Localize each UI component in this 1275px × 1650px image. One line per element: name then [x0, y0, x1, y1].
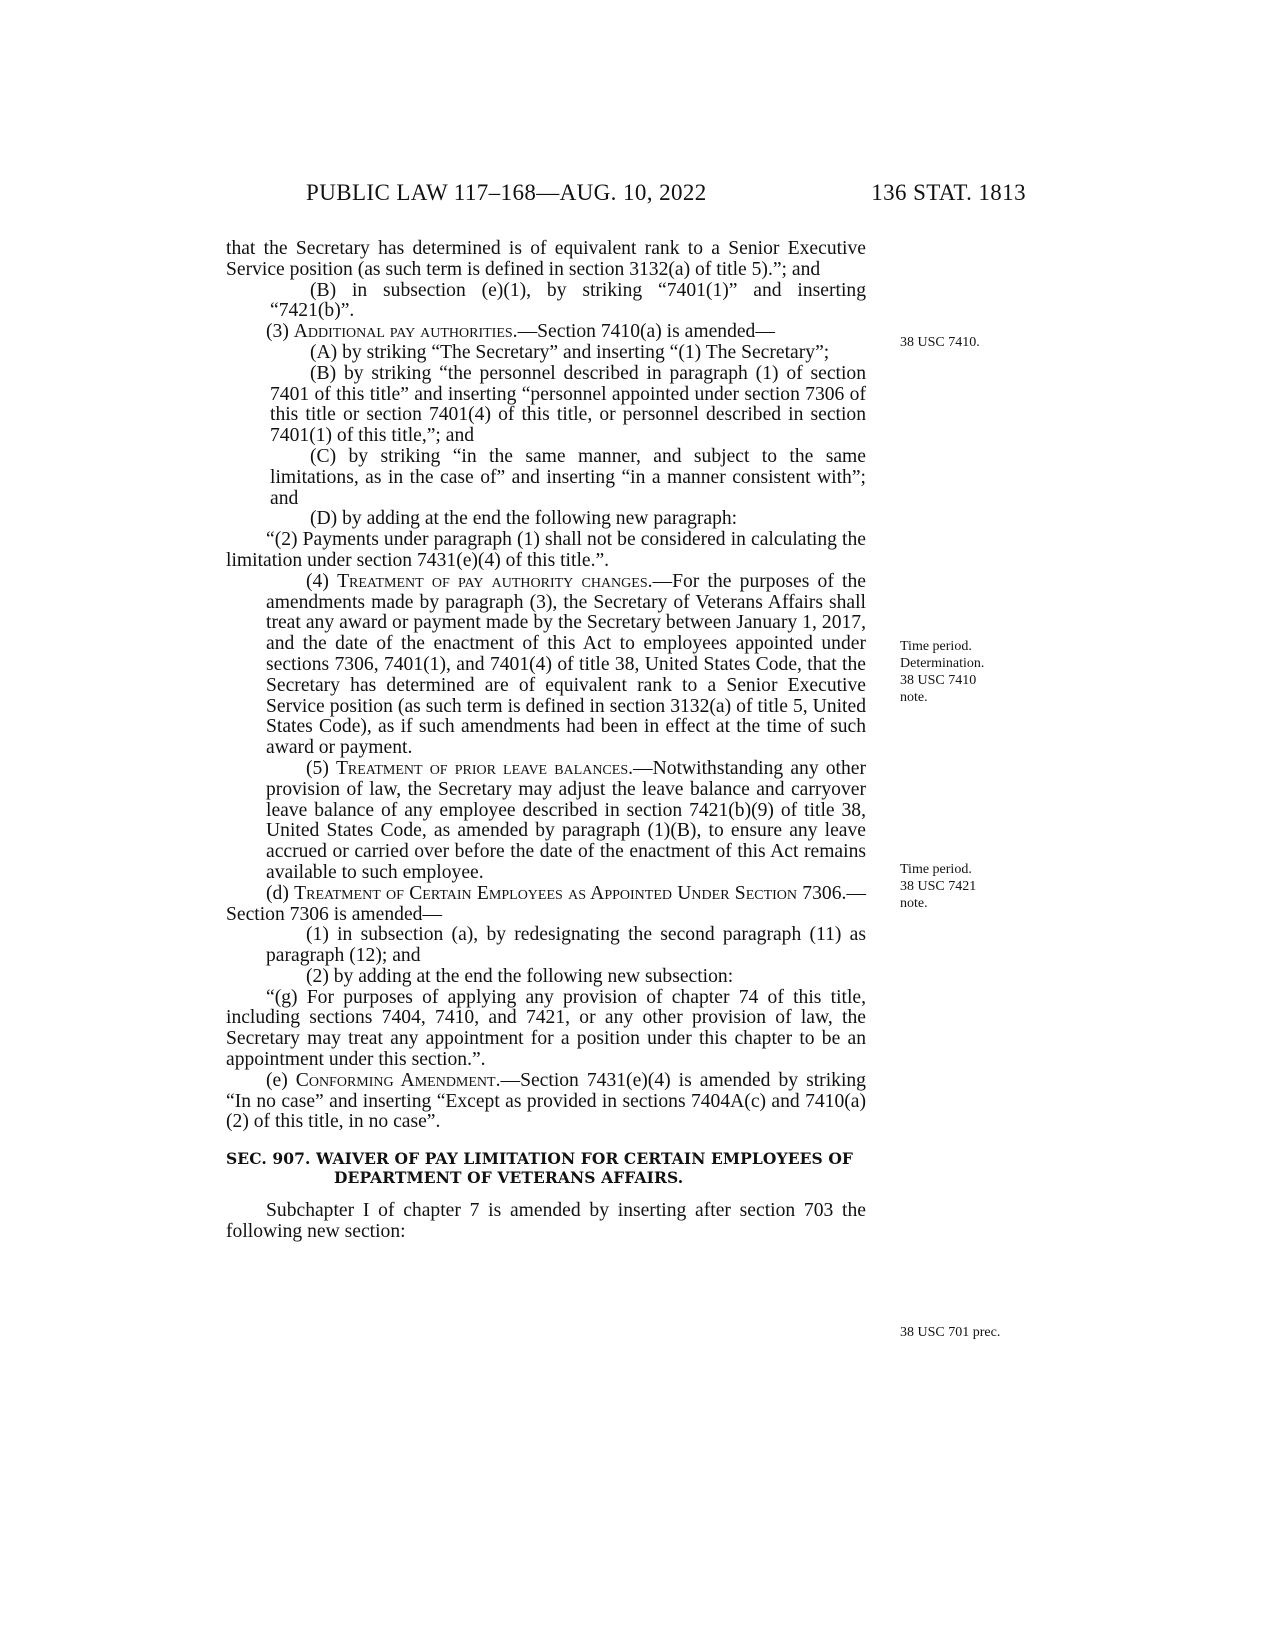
quoted-paragraph-2: “(2) Payments under paragraph (1) shall not be considered in calculating the limitation under section 7431(e)(4) of this title.”.: [226, 529, 866, 571]
paragraph-4-text: .—For the purposes of the amendments made by paragraph (3), the Secretary of Veterans Affairs shall treat any award or payment made by the Secretary between January 1, 2017, and the date of the enactment of this Act to employees appointed under sections 7306, 7401(1), and 7401(4) of title 38, United States Code, that the Secretary has determined are of equivalent rank to a Senior Executive Service position (as such term is defined in section 3132(a) of title 5, United States Code), as if such amendments had been in effect at the time of such award or payment.: [266, 570, 866, 759]
subsection-e-heading: Conforming Amendment: [295, 1069, 496, 1091]
margin-note-38-usc-7410: 38 USC 7410.: [900, 335, 980, 350]
paragraph-4: [226, 572, 866, 759]
paragraph-5-heading: Treatment of prior leave balances: [335, 757, 629, 779]
margin-note-time-period-7421: [900, 861, 976, 912]
paragraph-5: [226, 759, 866, 884]
document-body: [226, 239, 866, 1243]
paragraph-5-number: (5): [306, 757, 336, 779]
section-907-heading: [226, 1149, 866, 1187]
paragraph-5-text: .—Notwithstanding any other provision of law, the Secretary may adjust the leave balance and carryover leave balance of any employee described in section 7421(b)(9) of title 38, United States Code, as amended by paragraph (1)(B), to ensure any leave accrued or carried over before the date of the enactment of this Act remains available to such employee.: [266, 757, 866, 883]
paragraph-4-heading: Treatment of pay authority changes: [337, 570, 648, 592]
margin-note-line: Determination.: [900, 656, 985, 671]
quoted-subsection-g: “(g) For purposes of applying any provision of chapter 74 of this title, including sections 7404, 7410, and 7421, or any other provision of law, the Secretary may treat any appointment for a position under this chapter to be an appointment under this section.”.: [226, 986, 866, 1071]
paragraph-3: [226, 322, 866, 343]
margin-note-line: note.: [900, 896, 928, 911]
margin-note-line: Time period.: [900, 639, 972, 654]
margin-note-line: 38 USC 7410: [900, 673, 977, 688]
margin-note-line: Time period.: [900, 862, 972, 877]
paragraph-4-number: (4): [306, 570, 338, 592]
subsection-d: [226, 884, 866, 926]
paragraph-3-a: (A) by striking “The Secretary” and inserting “(1) The Secretary”;: [310, 341, 830, 363]
margin-note-38-usc-701: 38 USC 701 prec.: [900, 1325, 1001, 1340]
subsection-d-text: .—Section 7306 is amended—: [226, 882, 866, 925]
margin-note-line: note.: [900, 690, 928, 705]
paragraph-3-number: (3): [266, 321, 294, 343]
header-page-number: 136 STAT. 1813: [871, 180, 1026, 205]
section-heading-line-1: SEC. 907. WAIVER OF PAY LIMITATION FOR CERTAIN EMPLOYEES OF: [226, 1149, 854, 1169]
paragraph-subparagraph-b: (B) in subsection (e)(1), by striking “7401(1)” and inserting “7421(b)”.: [270, 279, 866, 322]
paragraph-continuation: that the Secretary has determined is of equivalent rank to a Senior Executive Service position (as such term is defined in section 3132(a) of title 5).”; and: [226, 238, 866, 280]
subsection-d-letter: (d): [266, 882, 295, 904]
subsection-d-2: (2) by adding at the end the following new subsection:: [306, 965, 734, 987]
subsection-e: [226, 1071, 866, 1133]
paragraph-3-d: (D) by adding at the end the following new paragraph:: [310, 508, 738, 530]
section-907-text: Subchapter I of chapter 7 is amended by inserting after section 703 the following new section:: [226, 1200, 866, 1243]
paragraph-3-b: (B) by striking “the personnel described in paragraph (1) of section 7401 of this title” and inserting “personnel appointed under section 7306 of this title or section 7401(4) of this title, or personnel described in section 7401(1) of this title,”; and: [270, 362, 866, 447]
running-header: [0, 180, 1275, 210]
paragraph-3-heading: Additional pay authorities: [293, 321, 513, 343]
subsection-e-letter: (e): [266, 1069, 296, 1091]
subsection-e-text: .—Section 7431(e)(4) is amended by striking “In no case” and inserting “Except as provided in sections 7404A(c) and 7410(a)(2) of this title, in no case”.: [226, 1069, 866, 1133]
margin-note-time-period-determination: [900, 638, 984, 706]
subsection-d-heading: Treatment of Certain Employees as Appointed Under Section 7306: [294, 882, 842, 904]
paragraph-3-c: (C) by striking “in the same manner, and subject to the same limitations, as in the case of” and inserting “in a manner consistent with”; and: [270, 445, 866, 509]
paragraph-3-text: .—Section 7410(a) is amended—: [512, 321, 775, 343]
header-title: PUBLIC LAW 117–168—AUG. 10, 2022: [306, 180, 707, 205]
section-heading-line-2: DEPARTMENT OF VETERANS AFFAIRS.: [334, 1168, 684, 1188]
subsection-d-1: (1) in subsection (a), by redesignating the second paragraph (11) as paragraph (12); and: [266, 924, 866, 967]
margin-note-line: 38 USC 7421: [900, 879, 977, 894]
